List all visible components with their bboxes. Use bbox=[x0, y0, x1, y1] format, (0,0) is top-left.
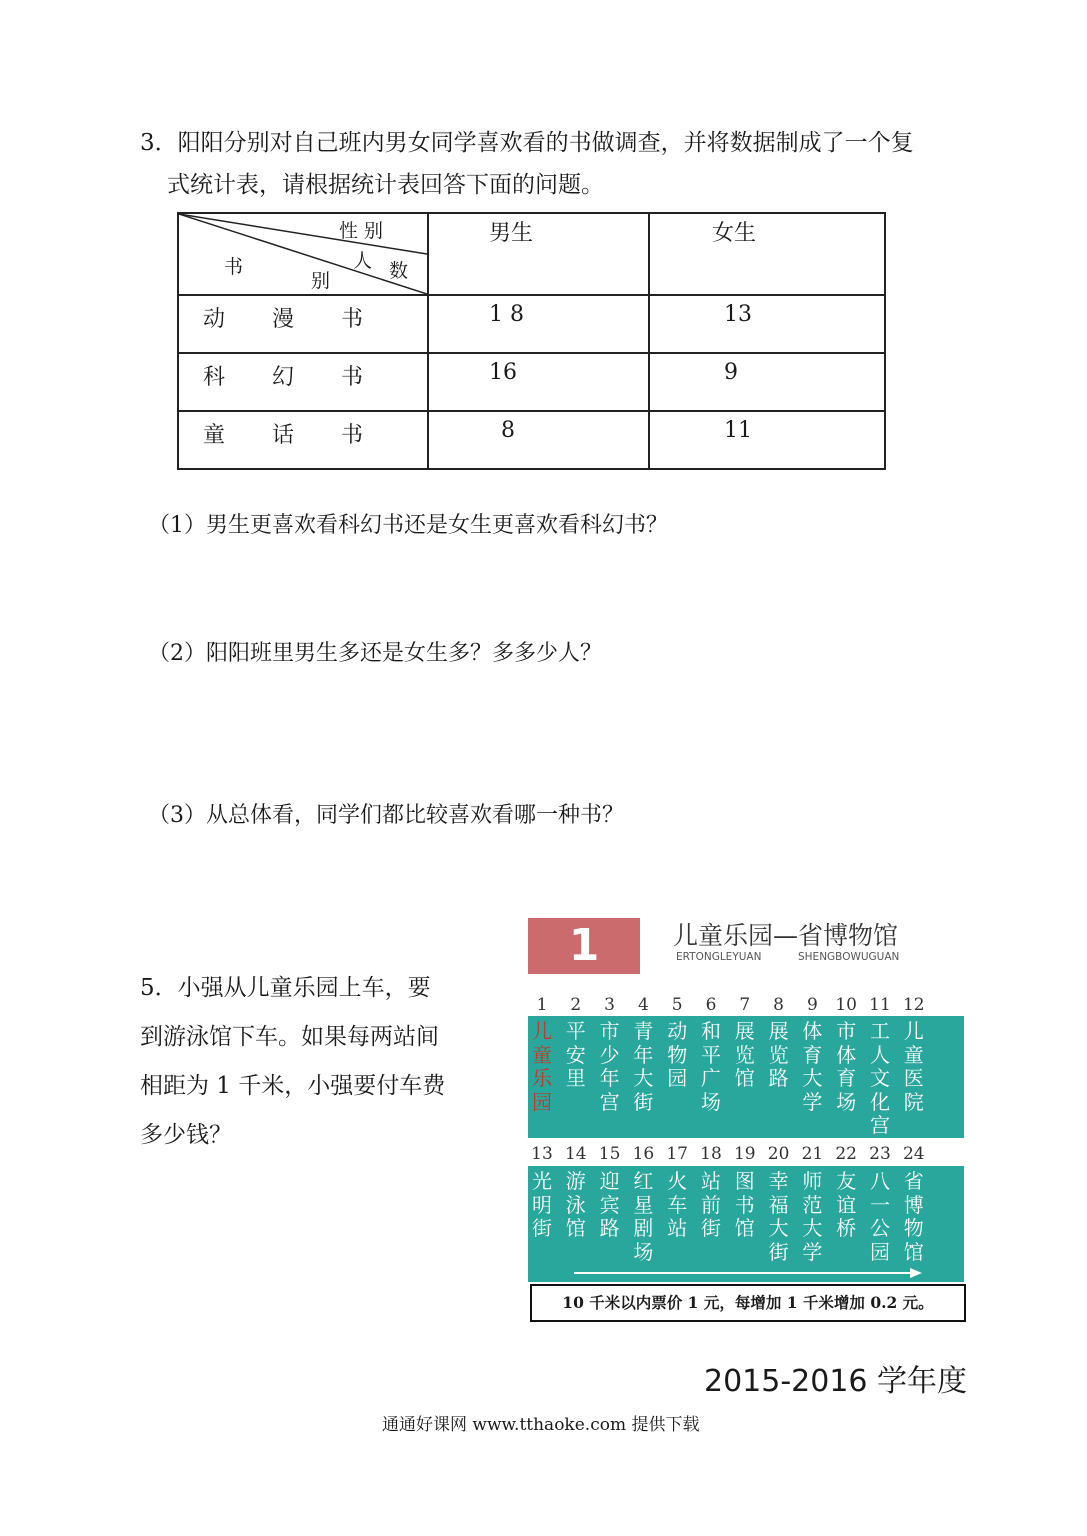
stop-name: 幸福大街 bbox=[768, 1169, 789, 1264]
stop-number: 6 bbox=[705, 995, 717, 1015]
stop-number: 23 bbox=[869, 1144, 891, 1164]
sub-question-2: （2）阳阳班里男生多还是女生多？多多少人？ bbox=[148, 641, 602, 666]
stop-name: 红星剧场 bbox=[633, 1169, 654, 1264]
question-5-line-4: 多少钱？ bbox=[140, 1122, 232, 1148]
question-5-line-3: 相距为 1 千米，小强要付车费 bbox=[140, 1073, 446, 1099]
stop-name: 迎宾路 bbox=[599, 1169, 620, 1240]
table-row bbox=[178, 353, 885, 411]
corner-gender-label: 性 别 bbox=[339, 220, 384, 242]
stop-number: 15 bbox=[598, 1144, 621, 1164]
stop-name: 儿童乐园 bbox=[532, 1019, 552, 1114]
stop-number: 21 bbox=[801, 1144, 824, 1164]
question-5-line-2: 到游泳馆下车。如果每两站间 bbox=[140, 1024, 439, 1050]
bus-route-board bbox=[528, 912, 968, 1322]
row-female-value: 11 bbox=[724, 418, 752, 443]
stop-number: 17 bbox=[666, 1144, 688, 1164]
table-header-row bbox=[178, 213, 885, 295]
row-label: 动 漫 书 bbox=[203, 307, 383, 332]
question-3-line-1: 3．阳阳分别对自己班内男女同学喜欢看的书做调查，并将数据制成了一个复 bbox=[140, 130, 914, 156]
stop-name: 工人文化宫 bbox=[870, 1019, 890, 1137]
header-female-cell bbox=[649, 213, 885, 295]
stop-number: 11 bbox=[869, 995, 891, 1015]
stop-name: 平安里 bbox=[565, 1019, 586, 1090]
stop-name: 儿童医院 bbox=[903, 1019, 924, 1114]
stop-name: 青年大街 bbox=[633, 1019, 654, 1114]
header-female: 女生 bbox=[712, 221, 757, 246]
stop-name: 站前街 bbox=[701, 1169, 721, 1240]
stop-names-band-2 bbox=[528, 1166, 964, 1282]
stop-number: 19 bbox=[733, 1144, 756, 1164]
stop-number: 10 bbox=[835, 995, 857, 1015]
stop-name: 师范大学 bbox=[802, 1169, 823, 1264]
stop-number: 13 bbox=[531, 1144, 553, 1164]
stop-name: 火车站 bbox=[667, 1169, 688, 1240]
stop-number: 22 bbox=[835, 1144, 857, 1164]
corner-book-label: 书 bbox=[224, 256, 244, 278]
corner-count-label-shu: 数 bbox=[389, 260, 409, 282]
fare-rule: 10 千米以内票价 1 元，每增加 1 千米增加 0.2 元。 bbox=[530, 1284, 966, 1322]
table-row bbox=[178, 295, 885, 353]
route-number: 1 bbox=[528, 918, 640, 974]
stop-number: 9 bbox=[806, 995, 818, 1015]
route-pinyin-end: SHENGBOWUGUAN bbox=[798, 951, 900, 963]
stop-number: 5 bbox=[671, 995, 683, 1015]
stop-numbers-row-2 bbox=[528, 1144, 968, 1166]
stop-name: 展览路 bbox=[768, 1019, 789, 1090]
route-pinyin-start: ERTONGLEYUAN bbox=[676, 951, 762, 963]
stop-number: 4 bbox=[637, 995, 649, 1015]
route-direction-arrow-icon bbox=[574, 1266, 924, 1280]
stop-name: 和平广场 bbox=[701, 1019, 721, 1114]
stop-name: 体育大学 bbox=[802, 1019, 823, 1114]
stop-number: 2 bbox=[570, 995, 582, 1015]
question-3-line-2: 式统计表，请根据统计表回答下面的问题。 bbox=[167, 172, 604, 198]
stop-number: 24 bbox=[902, 1144, 925, 1164]
stop-number: 1 bbox=[536, 995, 548, 1015]
stop-number: 7 bbox=[739, 995, 751, 1015]
sub-question-3: （3）从总体看，同学们都比较喜欢看哪一种书？ bbox=[148, 803, 624, 828]
stop-name: 展览馆 bbox=[734, 1019, 755, 1090]
row-label: 童 话 书 bbox=[203, 423, 383, 448]
question-5-line-1: 5．小强从儿童乐园上车，要 bbox=[140, 975, 431, 1001]
table-corner-cell bbox=[178, 213, 428, 295]
stop-names-band-1 bbox=[528, 1016, 964, 1138]
footer-source: 通通好课网 www.tthaoke.com 提供下载 bbox=[382, 1415, 700, 1435]
row-male-value: 16 bbox=[489, 360, 517, 385]
row-label: 科 幻 书 bbox=[203, 365, 383, 390]
stop-name: 省博物馆 bbox=[903, 1169, 924, 1264]
stop-number: 12 bbox=[902, 995, 925, 1015]
stop-name: 动物园 bbox=[667, 1019, 688, 1090]
corner-count-label-ren: 人 bbox=[353, 250, 373, 272]
row-female-value: 13 bbox=[724, 302, 752, 327]
stop-name: 图书馆 bbox=[734, 1169, 755, 1240]
sub-question-1: （1）男生更喜欢看科幻书还是女生更喜欢看科幻书？ bbox=[148, 513, 668, 538]
survey-table bbox=[177, 212, 886, 470]
row-female-value: 9 bbox=[724, 360, 738, 385]
school-year: 2015-2016 学年度 bbox=[704, 1364, 968, 1399]
stop-number: 8 bbox=[773, 995, 784, 1015]
stop-name: 游泳馆 bbox=[565, 1169, 586, 1240]
stop-name: 市少年宫 bbox=[599, 1019, 620, 1114]
stop-number: 14 bbox=[564, 1144, 587, 1164]
stop-numbers-row-1 bbox=[528, 995, 968, 1017]
stop-number: 16 bbox=[632, 1144, 655, 1164]
stop-number: 20 bbox=[767, 1144, 790, 1164]
row-male-value: 8 bbox=[501, 418, 515, 443]
corner-category-label: 别 bbox=[311, 270, 331, 292]
header-male: 男生 bbox=[489, 221, 534, 246]
route-name: 儿童乐园—省博物馆 bbox=[673, 921, 899, 950]
stop-name: 市体育场 bbox=[836, 1019, 857, 1114]
stop-number: 18 bbox=[700, 1144, 722, 1164]
stop-name: 光明街 bbox=[532, 1169, 552, 1240]
stop-name: 八一公园 bbox=[870, 1169, 890, 1264]
stop-number: 3 bbox=[604, 995, 615, 1015]
table-row bbox=[178, 411, 885, 469]
question-5 bbox=[140, 964, 445, 1160]
header-male-cell bbox=[428, 213, 649, 295]
row-male-value: 1 8 bbox=[489, 302, 524, 327]
stop-name: 友谊桥 bbox=[836, 1169, 857, 1240]
